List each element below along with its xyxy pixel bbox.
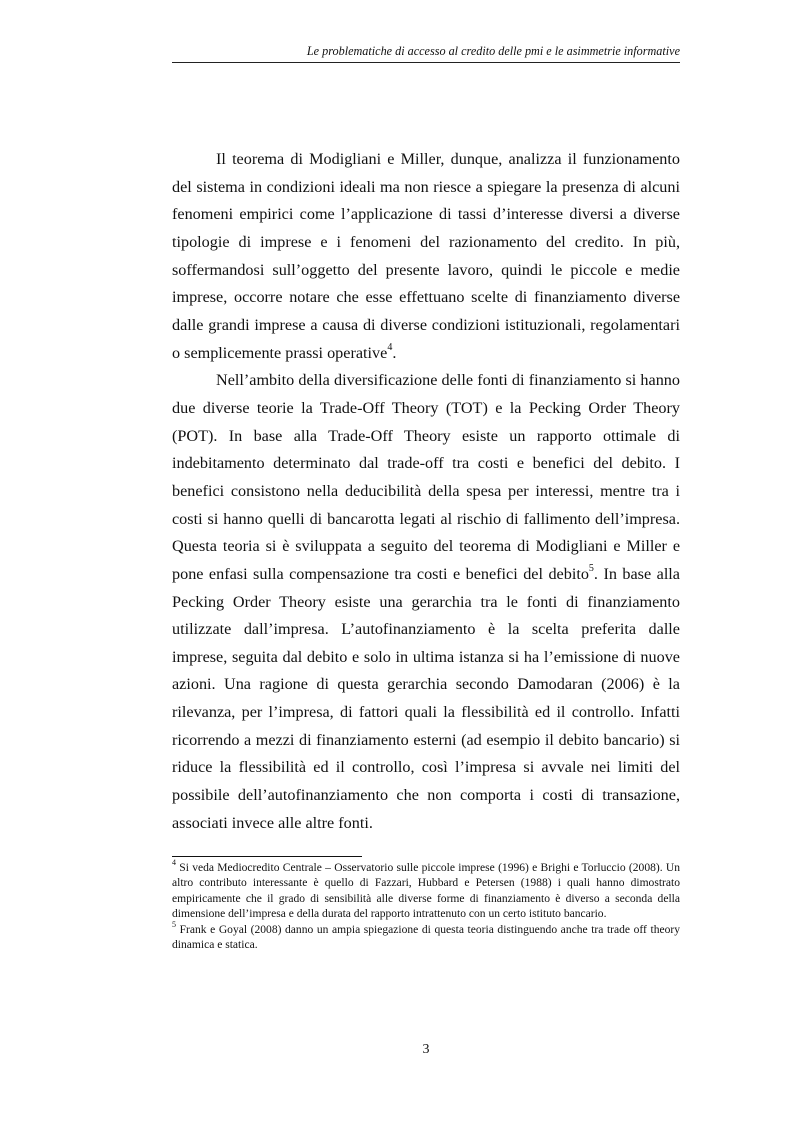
footnotes <box>172 858 680 953</box>
paragraph-1-end: . <box>392 343 397 362</box>
paragraph-2 <box>172 367 680 837</box>
page-number: 3 <box>422 1042 430 1057</box>
paragraph-1 <box>172 146 680 367</box>
footnote-ref-4[interactable]: 4 <box>387 342 393 354</box>
footnote-separator <box>172 856 362 857</box>
footnote-4-text: Si veda Mediocredito Centrale – Osservatorio sulle piccole imprese (1996) e Brighi e Torluccio (2008). Un altro contributo interessante è quello di Fazzari, Hubbard e Petersen (1988) i quali hanno dimostrato empiricamente che il grado di sensibilità alle diverse forme di finanziamento è diverso a seconda della dimensione dell’impresa e della durata del rapporto intrattenuto con un certo istituto bancario. <box>172 862 680 921</box>
paragraph-2-text-a: Nell’ambito della diversificazione delle fonti di finanziamento si hanno due diverse teorie la Trade-Off Theory (TOT) e la Pecking Order Theory (POT). In base alla Trade-Off Theory esiste un rapporto ottimale di indebitamento determinato dal trade-off tra costi e benefici del debito. I benefici consistono nella deducibilità della spesa per interessi, mentre tra i costi si hanno quelli di bancarotta legati al rischio di fallimento dell’impresa. Questa teoria si è sviluppata a seguito del teorema di Modigliani e Miller e pone enfasi sulla compensazione tra costi e benefici del debito <box>172 371 680 583</box>
header-rule <box>172 62 680 63</box>
footnote-5-text: Frank e Goyal (2008) danno un ampia spiegazione di questa teoria distinguendo anche tra trade off theory dinamica e statica. <box>172 923 680 952</box>
footnote-5 <box>172 919 680 954</box>
footnote-5-number: 5 <box>172 919 176 929</box>
main-text <box>172 146 680 837</box>
footnote-4 <box>172 858 680 923</box>
paragraph-1-text: Il teorema di Modigliani e Miller, dunque, analizza il funzionamento del sistema in condizioni ideali ma non riesce a spiegare la presenza di alcuni fenomeni empirici come l’applicazione di tassi d’interesse diversi a diverse tipologie di imprese e i fenomeni del razionamento del credito. In più, soffermandosi sull’oggetto del presente lavoro, quindi le piccole e medie imprese, occorre notare che esse effettuano scelte di finanziamento diverse dalle grandi imprese a causa di diverse condizioni istituzionali, regolamentari o semplicemente prassi operative <box>172 150 680 362</box>
footnote-ref-5[interactable]: 5 <box>588 563 594 575</box>
footnote-4-number: 4 <box>172 858 176 868</box>
running-header: Le problematiche di accesso al credito delle pmi e le asimmetrie informative <box>306 44 680 58</box>
paragraph-2-text-b: . In base alla Pecking Order Theory esiste una gerarchia tra le fonti di finanziamento utilizzate dall’impresa. L’autofinanziamento è la scelta preferita dalle imprese, seguita dal debito e solo in ultima istanza si ha l’emissione di nuove azioni. Una ragione di questa gerarchia secondo Damodaran (2006) è la rilevanza, per l’impresa, di fattori quali la flessibilità ed il controllo. Infatti ricorrendo a mezzi di finanziamento esterni (ad esempio il debito bancario) si riduce la flessibilità ed il controllo, così l’impresa si avvale nei limiti del possibile dell’autofinanziamento che non comporta i costi di transazione, associati invece alle altre fonti. <box>172 564 680 832</box>
